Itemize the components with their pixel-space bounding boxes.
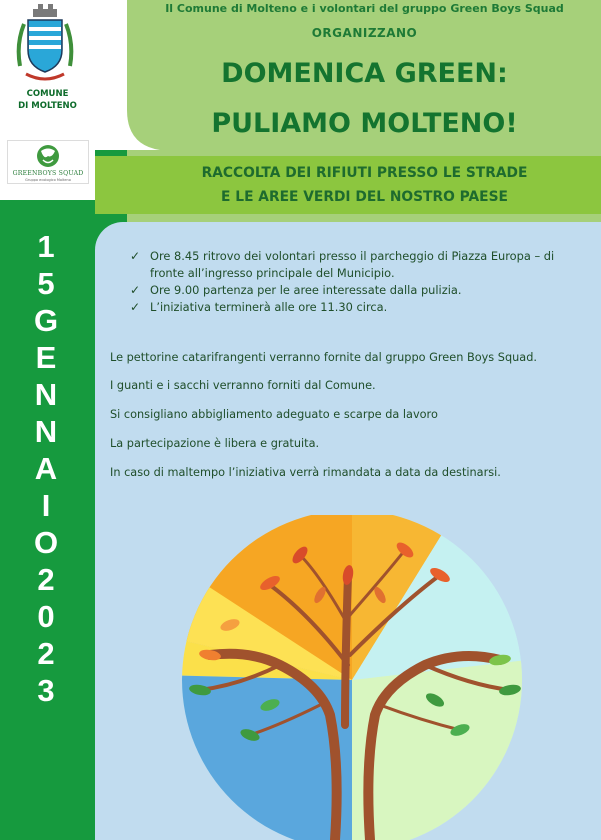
date-char: 3 bbox=[37, 673, 55, 708]
date-char: 2 bbox=[37, 562, 55, 597]
schedule-list bbox=[130, 248, 570, 316]
banner-text bbox=[128, 161, 601, 209]
notes bbox=[110, 349, 592, 493]
page-subtitle: PULIAMO MOLTENO! bbox=[211, 108, 518, 139]
date-char: N bbox=[34, 414, 58, 449]
list-item bbox=[130, 248, 570, 282]
date-char: 5 bbox=[37, 266, 55, 301]
note-text: Si consigliano abbigliamento adeguato e scarpe da lavoro bbox=[110, 408, 438, 421]
note-text: I guanti e i sacchi verranno forniti dal Comune. bbox=[110, 379, 376, 392]
globe-leaf-icon bbox=[8, 141, 88, 171]
date-char: O bbox=[33, 525, 59, 560]
banner-line: RACCOLTA DEI RIFIUTI PRESSO LE STRADE bbox=[201, 165, 528, 181]
banner-line: E LE AREE VERDI DEL NOSTRO PAESE bbox=[221, 189, 508, 205]
greenboys-logo bbox=[7, 140, 89, 184]
greenboys-label: GREENBOYS SQUAD bbox=[12, 170, 84, 177]
check-icon: ✓ bbox=[130, 283, 141, 297]
note-text: Le pettorine catarifrangenti verranno fornite dal gruppo Green Boys Squad. bbox=[110, 351, 537, 364]
organizzano-text: ORGANIZZANO bbox=[311, 26, 418, 40]
date-char: 2 bbox=[37, 636, 55, 671]
date-char: E bbox=[35, 340, 57, 375]
date-char: G bbox=[33, 303, 59, 338]
date-char: 1 bbox=[37, 229, 55, 264]
date-char: I bbox=[41, 488, 51, 523]
list-item-text: Ore 9.00 partenza per le aree interessate dalla pulizia. bbox=[150, 283, 462, 297]
list-item bbox=[130, 299, 570, 316]
event-date bbox=[20, 228, 72, 709]
date-char: A bbox=[34, 451, 58, 486]
list-item bbox=[130, 282, 570, 299]
tree-illustration bbox=[170, 515, 560, 840]
coat-of-arms-icon bbox=[14, 4, 76, 86]
list-item-text: Ore 8.45 ritrovo dei volontari presso il parcheggio di Piazza Europa – di fronte all’ingresso principale del Municipio. bbox=[150, 249, 555, 280]
date-char: 0 bbox=[37, 599, 55, 634]
comune-label: COMUNE DI MOLTENO bbox=[18, 89, 77, 111]
note-text: La partecipazione è libera e gratuita. bbox=[110, 437, 320, 450]
check-icon: ✓ bbox=[130, 300, 141, 314]
list-item-text: L’iniziativa terminerà alle ore 11.30 circa. bbox=[150, 300, 388, 314]
date-char: N bbox=[34, 377, 58, 412]
greenboys-sub: Gruppo ecologico Molteno bbox=[25, 178, 71, 182]
note-text: In caso di maltempo l’iniziativa verrà rimandata a data da destinarsi. bbox=[110, 466, 501, 479]
intro-text: Il Comune di Molteno e i volontari del gruppo Green Boys Squad bbox=[165, 2, 564, 15]
check-icon: ✓ bbox=[130, 249, 141, 263]
page-title: DOMENICA GREEN: bbox=[221, 58, 508, 89]
